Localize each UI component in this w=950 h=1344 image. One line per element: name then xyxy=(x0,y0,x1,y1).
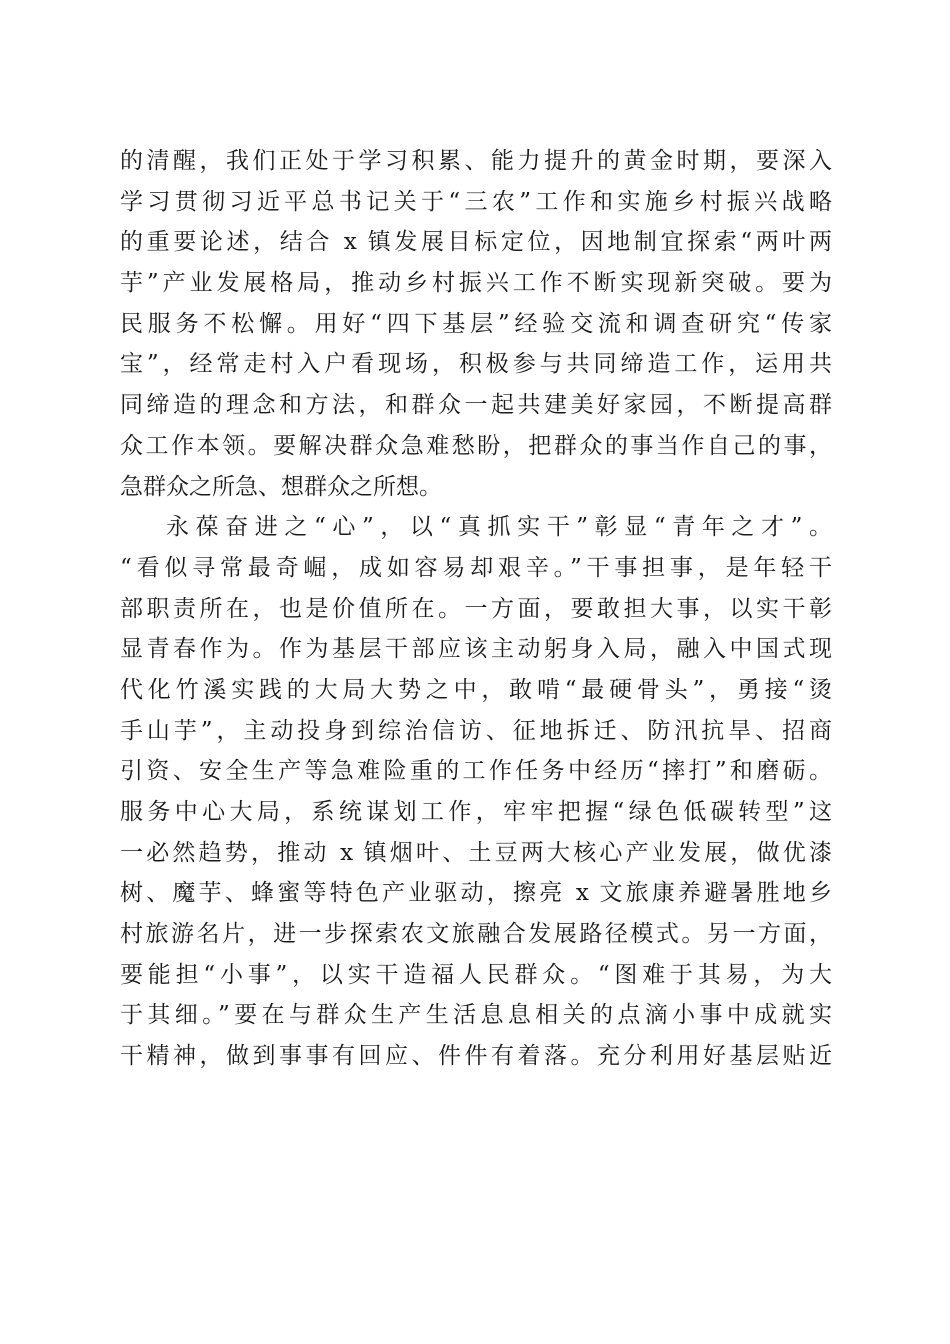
text-line: 同缔造的理念和方法，和群众一起共建美好家园，不断提高群 xyxy=(120,392,832,419)
text-line: 干精神，做到事事有回应、件件有着落。充分利用好基层贴近 xyxy=(120,1043,832,1070)
text-line: 显青春作为。作为基层干部应该主动躬身入局，融入中国式现 xyxy=(120,636,832,663)
text-line: 急群众之所急、想群众之所想。 xyxy=(120,473,442,500)
text-line: 芋”产业发展格局，推动乡村振兴工作不断实现新突破。要为 xyxy=(120,270,832,297)
paragraph-first-line: 永葆奋进之“心”，以“真抓实干”彰显“青年之才”。 xyxy=(166,514,832,541)
text-line: 引资、安全生产等急难险重的工作任务中经历“摔打”和磨砺。 xyxy=(120,758,832,785)
text-line: 一必然趋势，推动 x 镇烟叶、土豆两大核心产业发展，做优漆 xyxy=(120,839,832,866)
text-line: 代化竹溪实践的大局大势之中，敢啃“最硬骨头”，勇接“烫 xyxy=(120,676,832,703)
text-line: 的清醒，我们正处于学习积累、能力提升的黄金时期，要深入 xyxy=(120,148,832,174)
text-line: 部职责所在，也是价值所在。一方面，要敢担大事，以实干彰 xyxy=(120,595,832,622)
text-line: 树、魔芋、蜂蜜等特色产业驱动，擦亮 x 文旅康养避暑胜地乡 xyxy=(120,880,832,907)
text-line: 民服务不松懈。用好“四下基层”经验交流和调查研究“传家 xyxy=(120,310,832,337)
body-text xyxy=(120,141,832,1077)
text-line: 村旅游名片，进一步探索农文旅融合发展路径模式。另一方面， xyxy=(120,921,832,948)
text-line: 学习贯彻习近平总书记关于“三农”工作和实施乡村振兴战略 xyxy=(120,188,832,215)
text-line: “看似寻常最奇崛，成如容易却艰辛。”干事担事，是年轻干 xyxy=(120,554,832,581)
text-line: 众工作本领。要解决群众急难愁盼，把群众的事当作自己的事， xyxy=(120,432,832,459)
text-line: 手山芋”，主动投身到综治信访、征地拆迁、防汛抗旱、招商 xyxy=(120,717,832,744)
text-line: 的重要论述，结合 x 镇发展目标定位，因地制宜探索“两叶两 xyxy=(120,229,832,256)
text-line: 要能担“小事”，以实干造福人民群众。“图难于其易，为大 xyxy=(120,961,832,988)
text-line: 宝”，经常走村入户看现场，积极参与共同缔造工作，运用共 xyxy=(120,351,832,378)
text-line: 服务中心大局，系统谋划工作，牢牢把握“绿色低碳转型”这 xyxy=(120,799,832,825)
text-line: 于其细。”要在与群众生产生活息息相关的点滴小事中成就实 xyxy=(120,1002,832,1029)
